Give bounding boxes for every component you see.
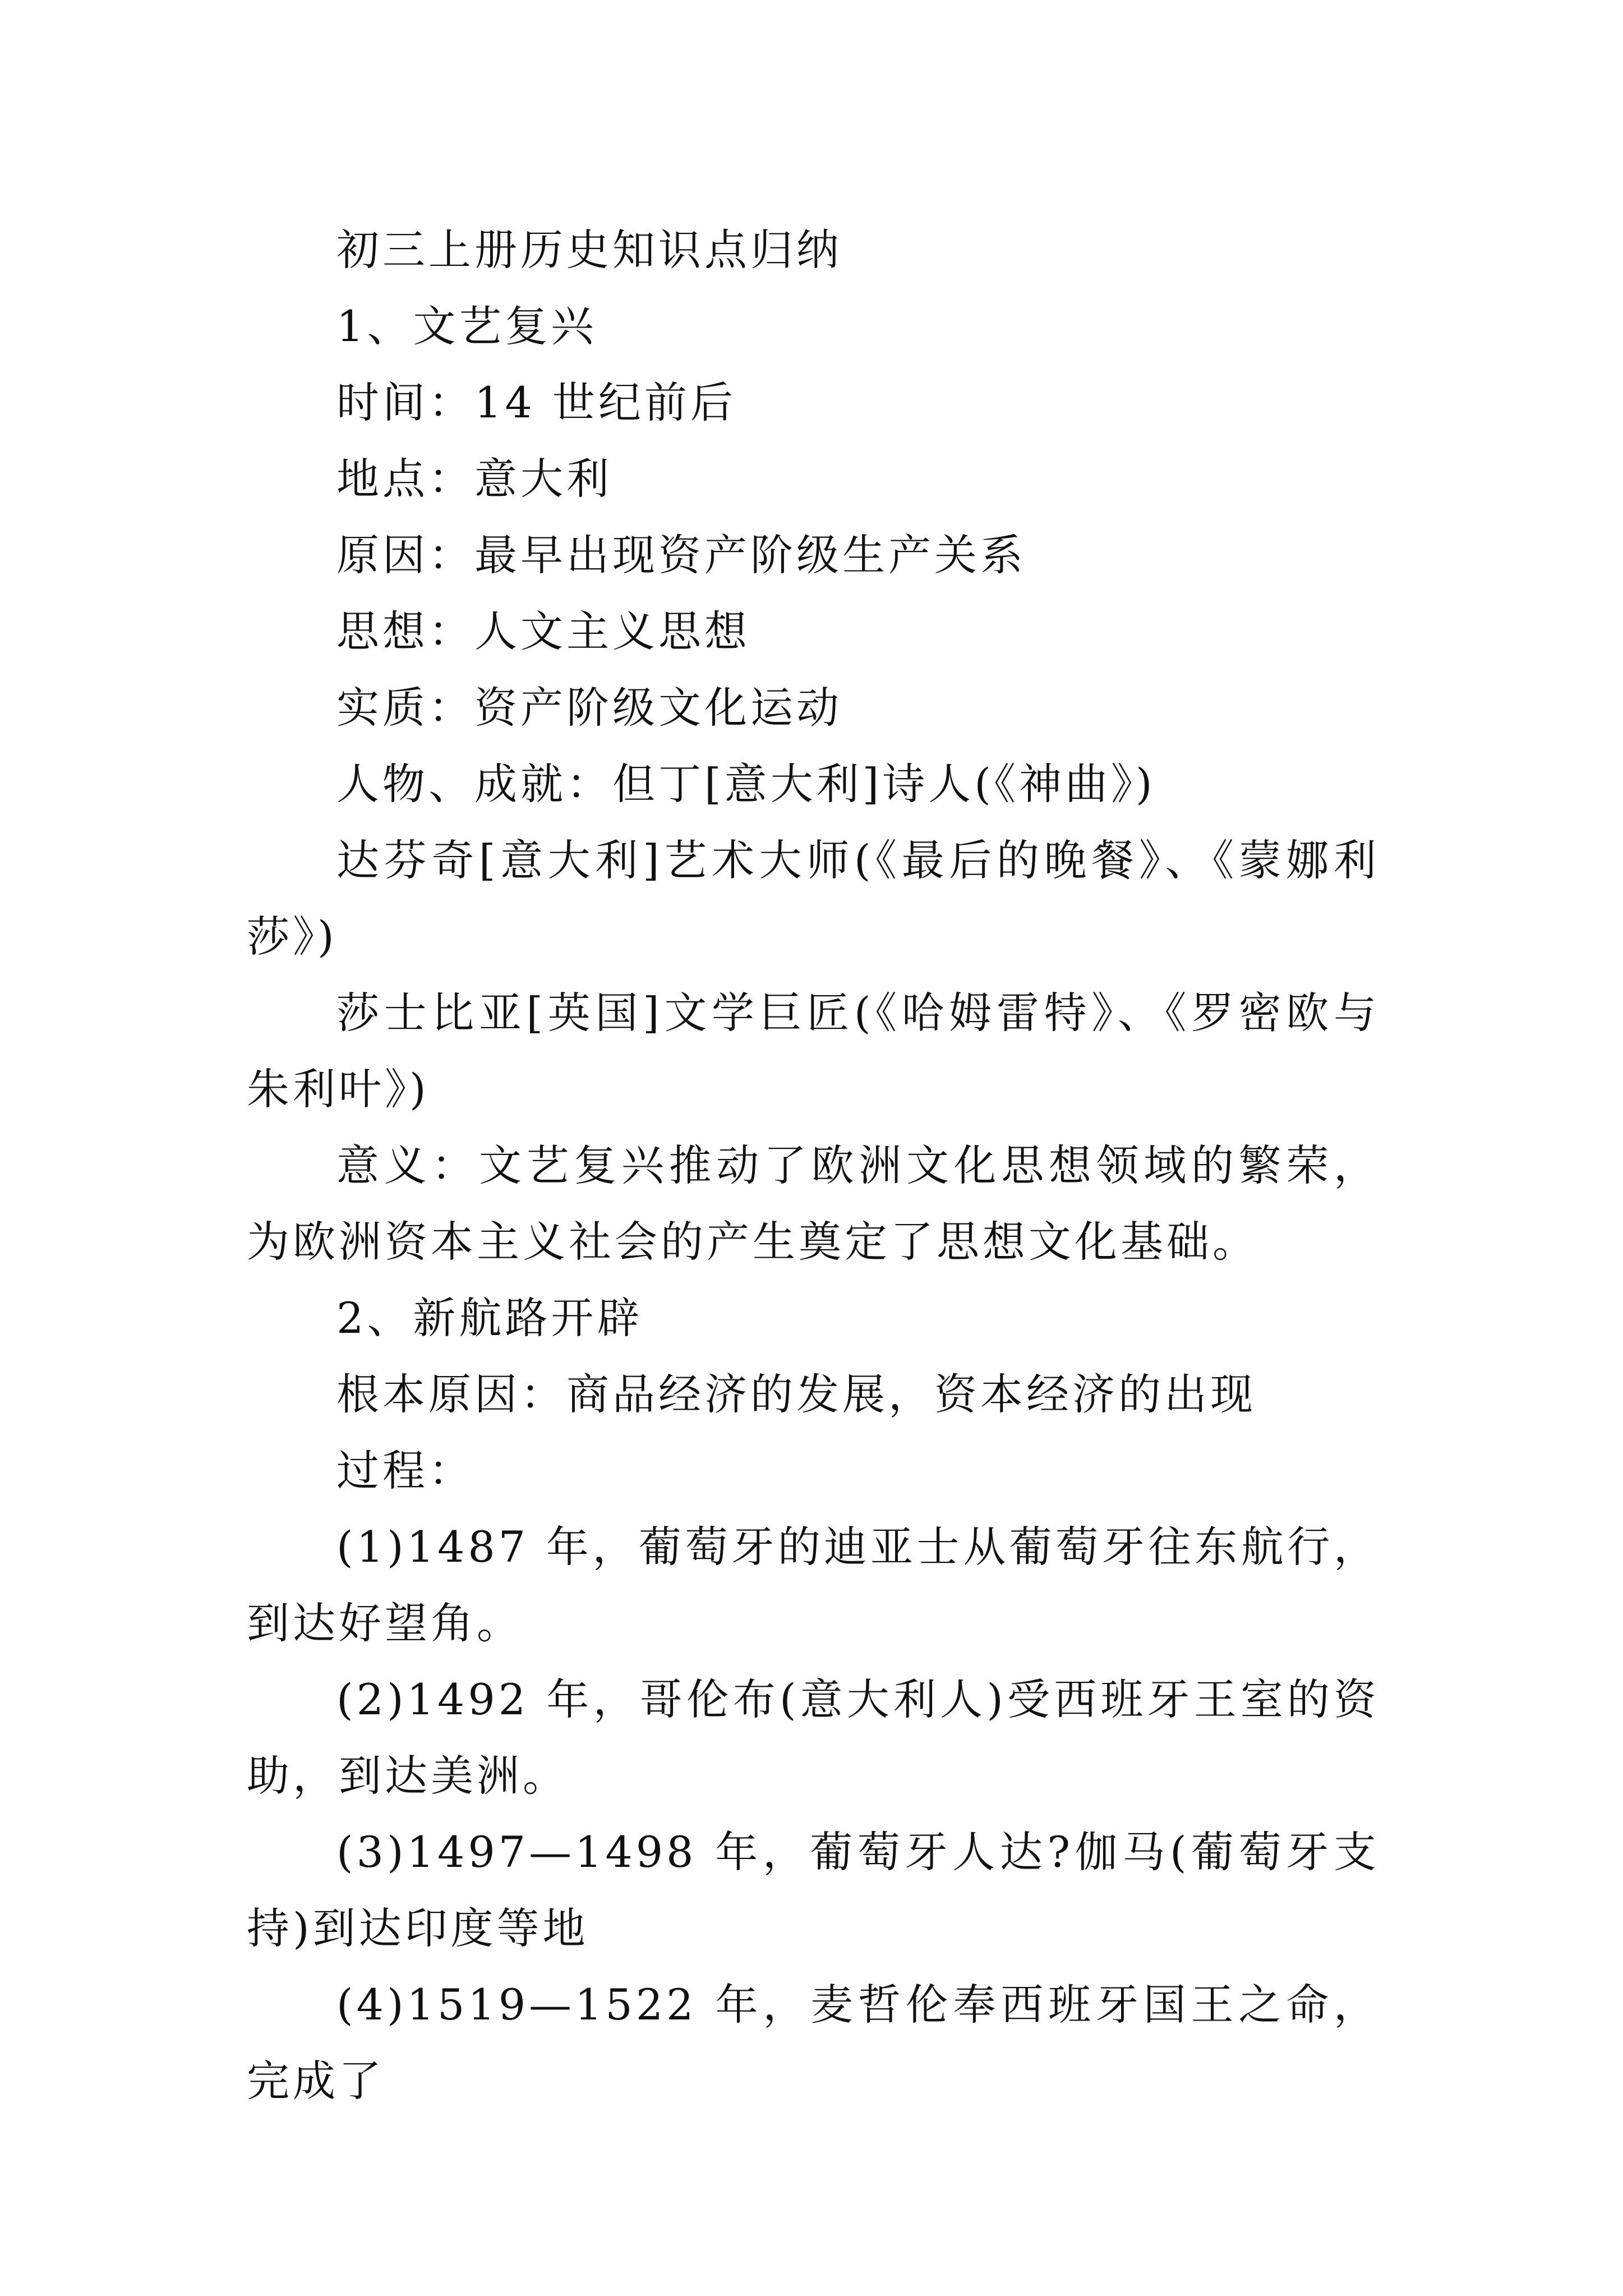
paragraph: 时间：14 世纪前后 [336,378,736,427]
paragraph: 过程： [336,1446,474,1496]
paragraph: 莎士比亚[英国]文学巨匠(《哈姆雷特》、《罗密欧与朱利叶》) [247,988,1380,1114]
paragraph: (2)1492 年，哥伦布(意大利人)受西班牙王室的资助，到达美洲。 [247,1674,1380,1801]
document-body [247,212,1380,2119]
paragraph: 意义：文艺复兴推动了欧洲文化思想领域的繁荣，为欧洲资本主义社会的产生奠定了思想文化基础。 [247,1140,1380,1267]
section-heading-renaissance: 1、文艺复兴 [336,301,597,351]
paragraph: 达芬奇[意大利]艺术大师(《最后的晚餐》、《蒙娜利莎》) [247,835,1380,961]
paragraph: 思想：人文主义思想 [336,606,750,656]
paragraph: 原因：最早出现资产阶级生产关系 [336,530,1026,580]
paragraph: (4)1519—1522 年，麦哲伦奉西班牙国王之命，完成了 [247,1980,1380,2106]
paragraph: 地点：意大利 [336,454,612,504]
document-title: 初三上册历史知识点归纳 [336,225,842,275]
paragraph: 根本原因：商品经济的发展，资本经济的出现 [336,1369,1256,1419]
section-heading-new-routes: 2、新航路开辟 [336,1293,643,1343]
paragraph: (1)1487 年，葡萄牙的迪亚士从葡萄牙往东航行，到达好望角。 [247,1522,1380,1648]
paragraph: 实质：资产阶级文化运动 [336,683,842,733]
paragraph: 人物、成就：但丁[意大利]诗人(《神曲》) [336,759,1156,809]
paragraph: (3)1497—1498 年，葡萄牙人达?伽马(葡萄牙支持)到达印度等地 [247,1827,1380,1953]
